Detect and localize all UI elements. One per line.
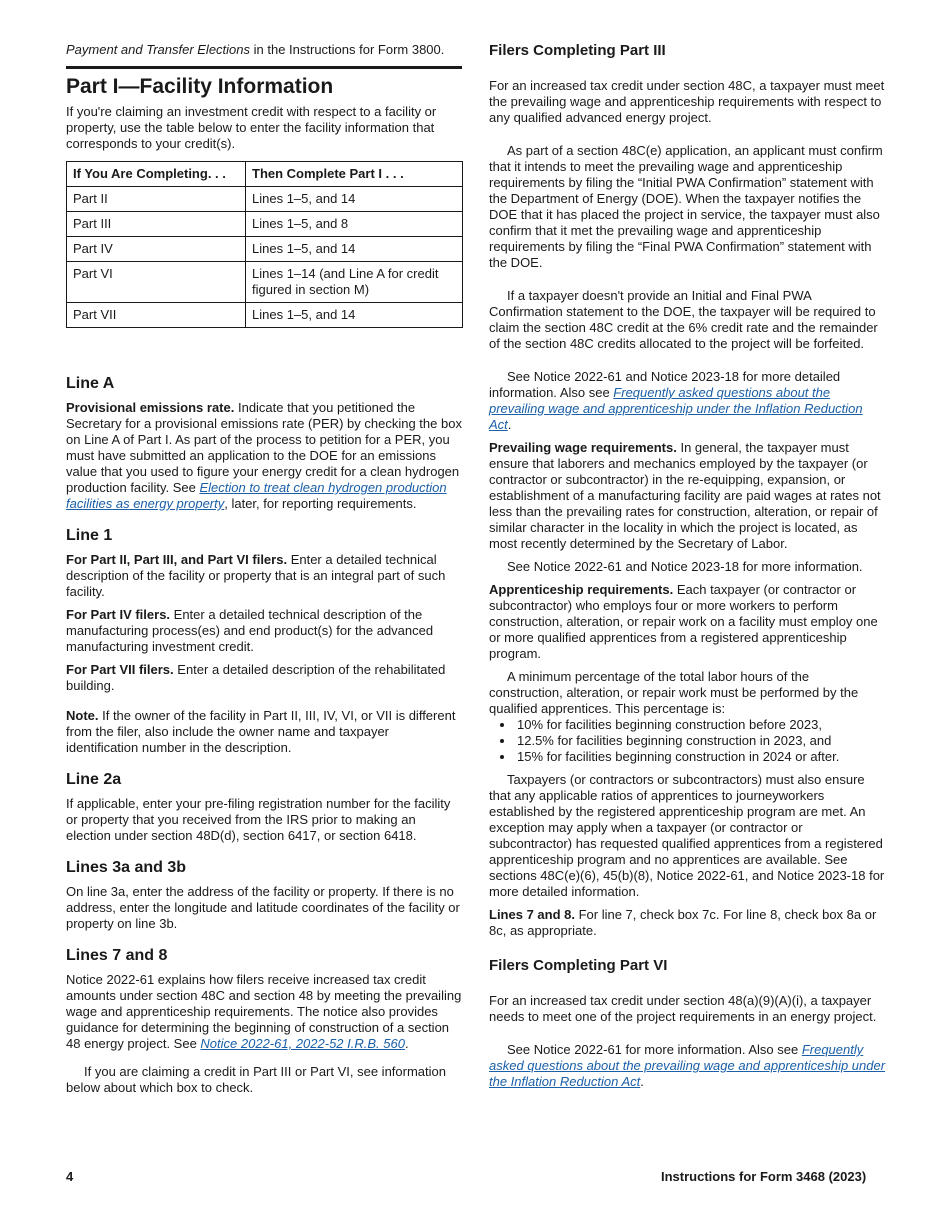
line-a-paragraph — [66, 400, 462, 512]
line-2a-heading: Line 2a — [66, 771, 122, 788]
line-1-part4-text: Enter a detailed technical description of the manufacturing process(es) and end product(s) for the advanced manufacturing investment credit. — [66, 607, 434, 654]
footer-title: Instructions for Form 3468 (2023) — [661, 1169, 867, 1184]
apprenticeship-ratio: Taxpayers (or contractors or subcontractors) must also ensure that any applicable ratios of apprentices to journeyworkers established by the registered apprenticeship program are met. An exception may apply when a taxpayer (or contractor or subcontractor) has requested qualified apprentices from a registered apprenticeship program and no apprentices are available. See sections 48C(e)(6), 45(b)(8), Notice 2022-61, and Notice 2023-18 for more detailed information. — [489, 772, 885, 899]
part1-intro: If you're claiming an investment credit with respect to a facility or property, use the table below to enter the facility information that corresponds to your credit(s). — [66, 104, 437, 151]
lines-7-8-paragraph-2: If you are claiming a credit in Part III or Part VI, see information below about which box to check. — [66, 1064, 446, 1095]
table-cell-part: Part II — [67, 187, 246, 212]
part-3-heading: Filers Completing Part III — [489, 42, 666, 59]
line-1-part2-run-in: For Part II, Part III, and Part VI filers. — [66, 552, 288, 567]
table-cell-lines: Lines 1–14 (and Line A for credit figured in section M) — [246, 262, 463, 303]
table-cell-part: Part III — [67, 212, 246, 237]
part-3-see-text: See Notice 2022-61 and Notice 2023-18 for more detailed information. Also see — [489, 369, 841, 400]
line-1-part7-run-in: For Part VII filers. — [66, 662, 174, 677]
lines-7-8-check-run-in: Lines 7 and 8. — [489, 907, 575, 922]
apprenticeship-minimum: A minimum percentage of the total labor hours of the construction, alteration, or repair work must be performed by the qualified apprentices. This percentage is: — [489, 669, 859, 716]
lines-7-8-heading: Lines 7 and 8 — [66, 947, 168, 964]
faq-link-2[interactable]: Frequently asked questions about the prevailing wage and apprenticeship under the Inflation Reduction Act — [489, 1042, 886, 1089]
section-rule — [66, 66, 462, 69]
apprenticeship-run-in: Apprenticeship requirements. — [489, 582, 674, 597]
list-item: • 10% for facilities beginning construction before 2023, — [515, 717, 886, 733]
table-cell-part: Part VI — [67, 262, 246, 303]
part-3-paragraph-4 — [489, 369, 886, 433]
part-6-paragraph-2 — [489, 1042, 886, 1090]
part1-title: Part I—Facility Information — [66, 75, 334, 98]
part-3-paragraph-1: For an increased tax credit under section 48C, a taxpayer must meet the prevailing wage and apprenticeship requirements with respect to any qualified advanced energy project. — [489, 78, 885, 125]
faq-link-1[interactable]: Frequently asked questions about the prevailing wage and apprenticeship under the Inflation Reduction Act — [489, 385, 863, 432]
part-6-heading: Filers Completing Part VI — [489, 957, 668, 974]
table-cell-lines: Lines 1–5, and 14 — [246, 303, 463, 328]
list-item: • 12.5% for facilities beginning construction in 2023, and — [515, 733, 886, 749]
line-1-part2-text: Enter a detailed technical description of the facility or property that is an integral part of such facility. — [66, 552, 446, 599]
prevailing-wage-see: See Notice 2022-61 and Notice 2023-18 for more information. — [507, 559, 863, 574]
table-row — [67, 262, 463, 303]
line-a-text: Indicate that you petitioned the Secretary for a provisional emissions rate (PER) by checking the box on Line A of Part I. As part of the process to petition for a PER, you must have submitted an application to the DOE for an emissions value that you used to figure your energy credit for a clean hydrogen production facility. See — [66, 400, 462, 495]
election-link[interactable]: Election to treat clean hydrogen production facilities as energy property — [66, 480, 447, 511]
table-cell-part: Part VII — [67, 303, 246, 328]
prevailing-wage-paragraph — [489, 440, 886, 552]
part-6-see-text: See Notice 2022-61 for more information. Also see — [507, 1042, 802, 1057]
table-cell-lines: Lines 1–5, and 14 — [246, 187, 463, 212]
part-6-paragraph-1: For an increased tax credit under section 48(a)(9)(A)(i), a taxpayer needs to meet one of the project requirements in an energy project. — [489, 993, 877, 1024]
lines-3-paragraph: On line 3a, enter the address of the facility or property. If there is no address, enter the longitude and latitude coordinates of the facility or property on line 3b. — [66, 884, 460, 931]
part-3-paragraph-2: As part of a section 48C(e) application, an applicant must confirm that it intends to meet the prevailing wage and apprenticeship requirements by filing the “Initial PWA Confirmation” statement with the Department of Energy (DOE). When the taxpayer notifies the DOE that it has placed the project in service, the taxpayer must also confirm that it met the prevailing wage and apprenticeship requirements by filing the “Final PWA Confirmation” statement with the DOE. — [489, 143, 883, 270]
table-row — [67, 237, 463, 262]
table-header-completing: If You Are Completing. . . — [67, 162, 246, 187]
line-a-heading: Line A — [66, 375, 115, 392]
intro-italic: Payment and Transfer Elections — [66, 42, 251, 57]
line-1-part7-paragraph — [66, 662, 462, 694]
part-6-see-end: . — [640, 1074, 644, 1089]
apprenticeship-paragraph — [489, 582, 886, 662]
lines-7-8-check-text: For line 7, check box 7c. For line 8, check box 8a or 8c, as appropriate. — [489, 907, 877, 938]
intro-paragraph — [66, 42, 462, 58]
notice-link[interactable]: Notice 2022-61, 2022-52 I.R.B. 560 — [200, 1036, 405, 1051]
line-1-heading: Line 1 — [66, 527, 113, 544]
table-cell-lines: Lines 1–5, and 8 — [246, 212, 463, 237]
spacer — [66, 328, 462, 374]
apprenticeship-text: Each taxpayer (or contractor or subcontractor) who employs four or more workers to perform construction, alteration, or repair work on a facility must employ one or more qualified apprentices from a registered apprenticeship program. — [489, 582, 878, 661]
intro-rest: in the Instructions for Form 3800. — [250, 42, 445, 57]
note-text: If the owner of the facility in Part II, III, IV, VI, or VII is different from the filer, also include the owner name and taxpayer identification number in the description. — [66, 708, 456, 755]
right-column — [489, 42, 886, 1097]
note-run-in: Note. — [66, 708, 99, 723]
lines-7-8-paragraph — [66, 972, 462, 1052]
line-1-part7-text: Enter a detailed description of the rehabilitated building. — [66, 662, 446, 693]
facility-table — [66, 161, 463, 328]
line-1-part2-paragraph — [66, 552, 462, 600]
table-row — [67, 303, 463, 328]
line-a-text-end: , later, for reporting requirements. — [224, 496, 417, 511]
line-1-part4-paragraph — [66, 607, 462, 655]
table-header-complete-part: Then Complete Part I . . . — [246, 162, 463, 187]
table-row — [67, 187, 463, 212]
note-paragraph — [66, 708, 462, 756]
line-a-run-in: Provisional emissions rate. — [66, 400, 235, 415]
prevailing-wage-run-in: Prevailing wage requirements. — [489, 440, 677, 455]
prevailing-wage-text: In general, the taxpayer must ensure that laborers and mechanics employed by the taxpayer (or contractor or subcontractor) in the re-equipping, expansion, or establishment of a manufacturing facility are paid wages at rates not less than the prevailing rates for construction, alteration, or repair of similar character in the locality in which the project is located, as most recently determined by the Secretary of Labor. — [489, 440, 881, 551]
part-3-see-end: . — [507, 417, 512, 432]
page-number: 4 — [66, 1169, 74, 1184]
line-2a-paragraph: If applicable, enter your pre-filing registration number for the facility or property that you received from the IRS prior to making an election under section 48D(d), section 6417, or section 6418. — [66, 796, 451, 843]
table-row — [67, 212, 463, 237]
percentage-list — [489, 717, 886, 765]
lines-7-8-text: Notice 2022-61 explains how filers receive increased tax credit amounts under section 48C and section 48 by meeting the prevailing wage and apprenticeship requirements. The notice also provides guidance for determining the beginning of construction of a section 48 energy project. See — [66, 972, 462, 1051]
table-cell-lines: Lines 1–5, and 14 — [246, 237, 463, 262]
table-cell-part: Part IV — [67, 237, 246, 262]
lines-3-heading: Lines 3a and 3b — [66, 859, 187, 876]
table-header-row — [67, 162, 463, 187]
left-column — [66, 42, 462, 1103]
lines-7-8-check-paragraph — [489, 907, 886, 939]
list-item: • 15% for facilities beginning construction in 2024 or after. — [515, 749, 886, 765]
part-3-paragraph-3: If a taxpayer doesn't provide an Initial and Final PWA Confirmation statement to the DOE, the taxpayer will be required to claim the section 48C credit at the 6% credit rate and the remainder of the section 48C credits allocated to the project will be forfeited. — [489, 288, 878, 351]
line-1-part4-run-in: For Part IV filers. — [66, 607, 171, 622]
lines-7-8-text-end: . — [404, 1036, 409, 1051]
